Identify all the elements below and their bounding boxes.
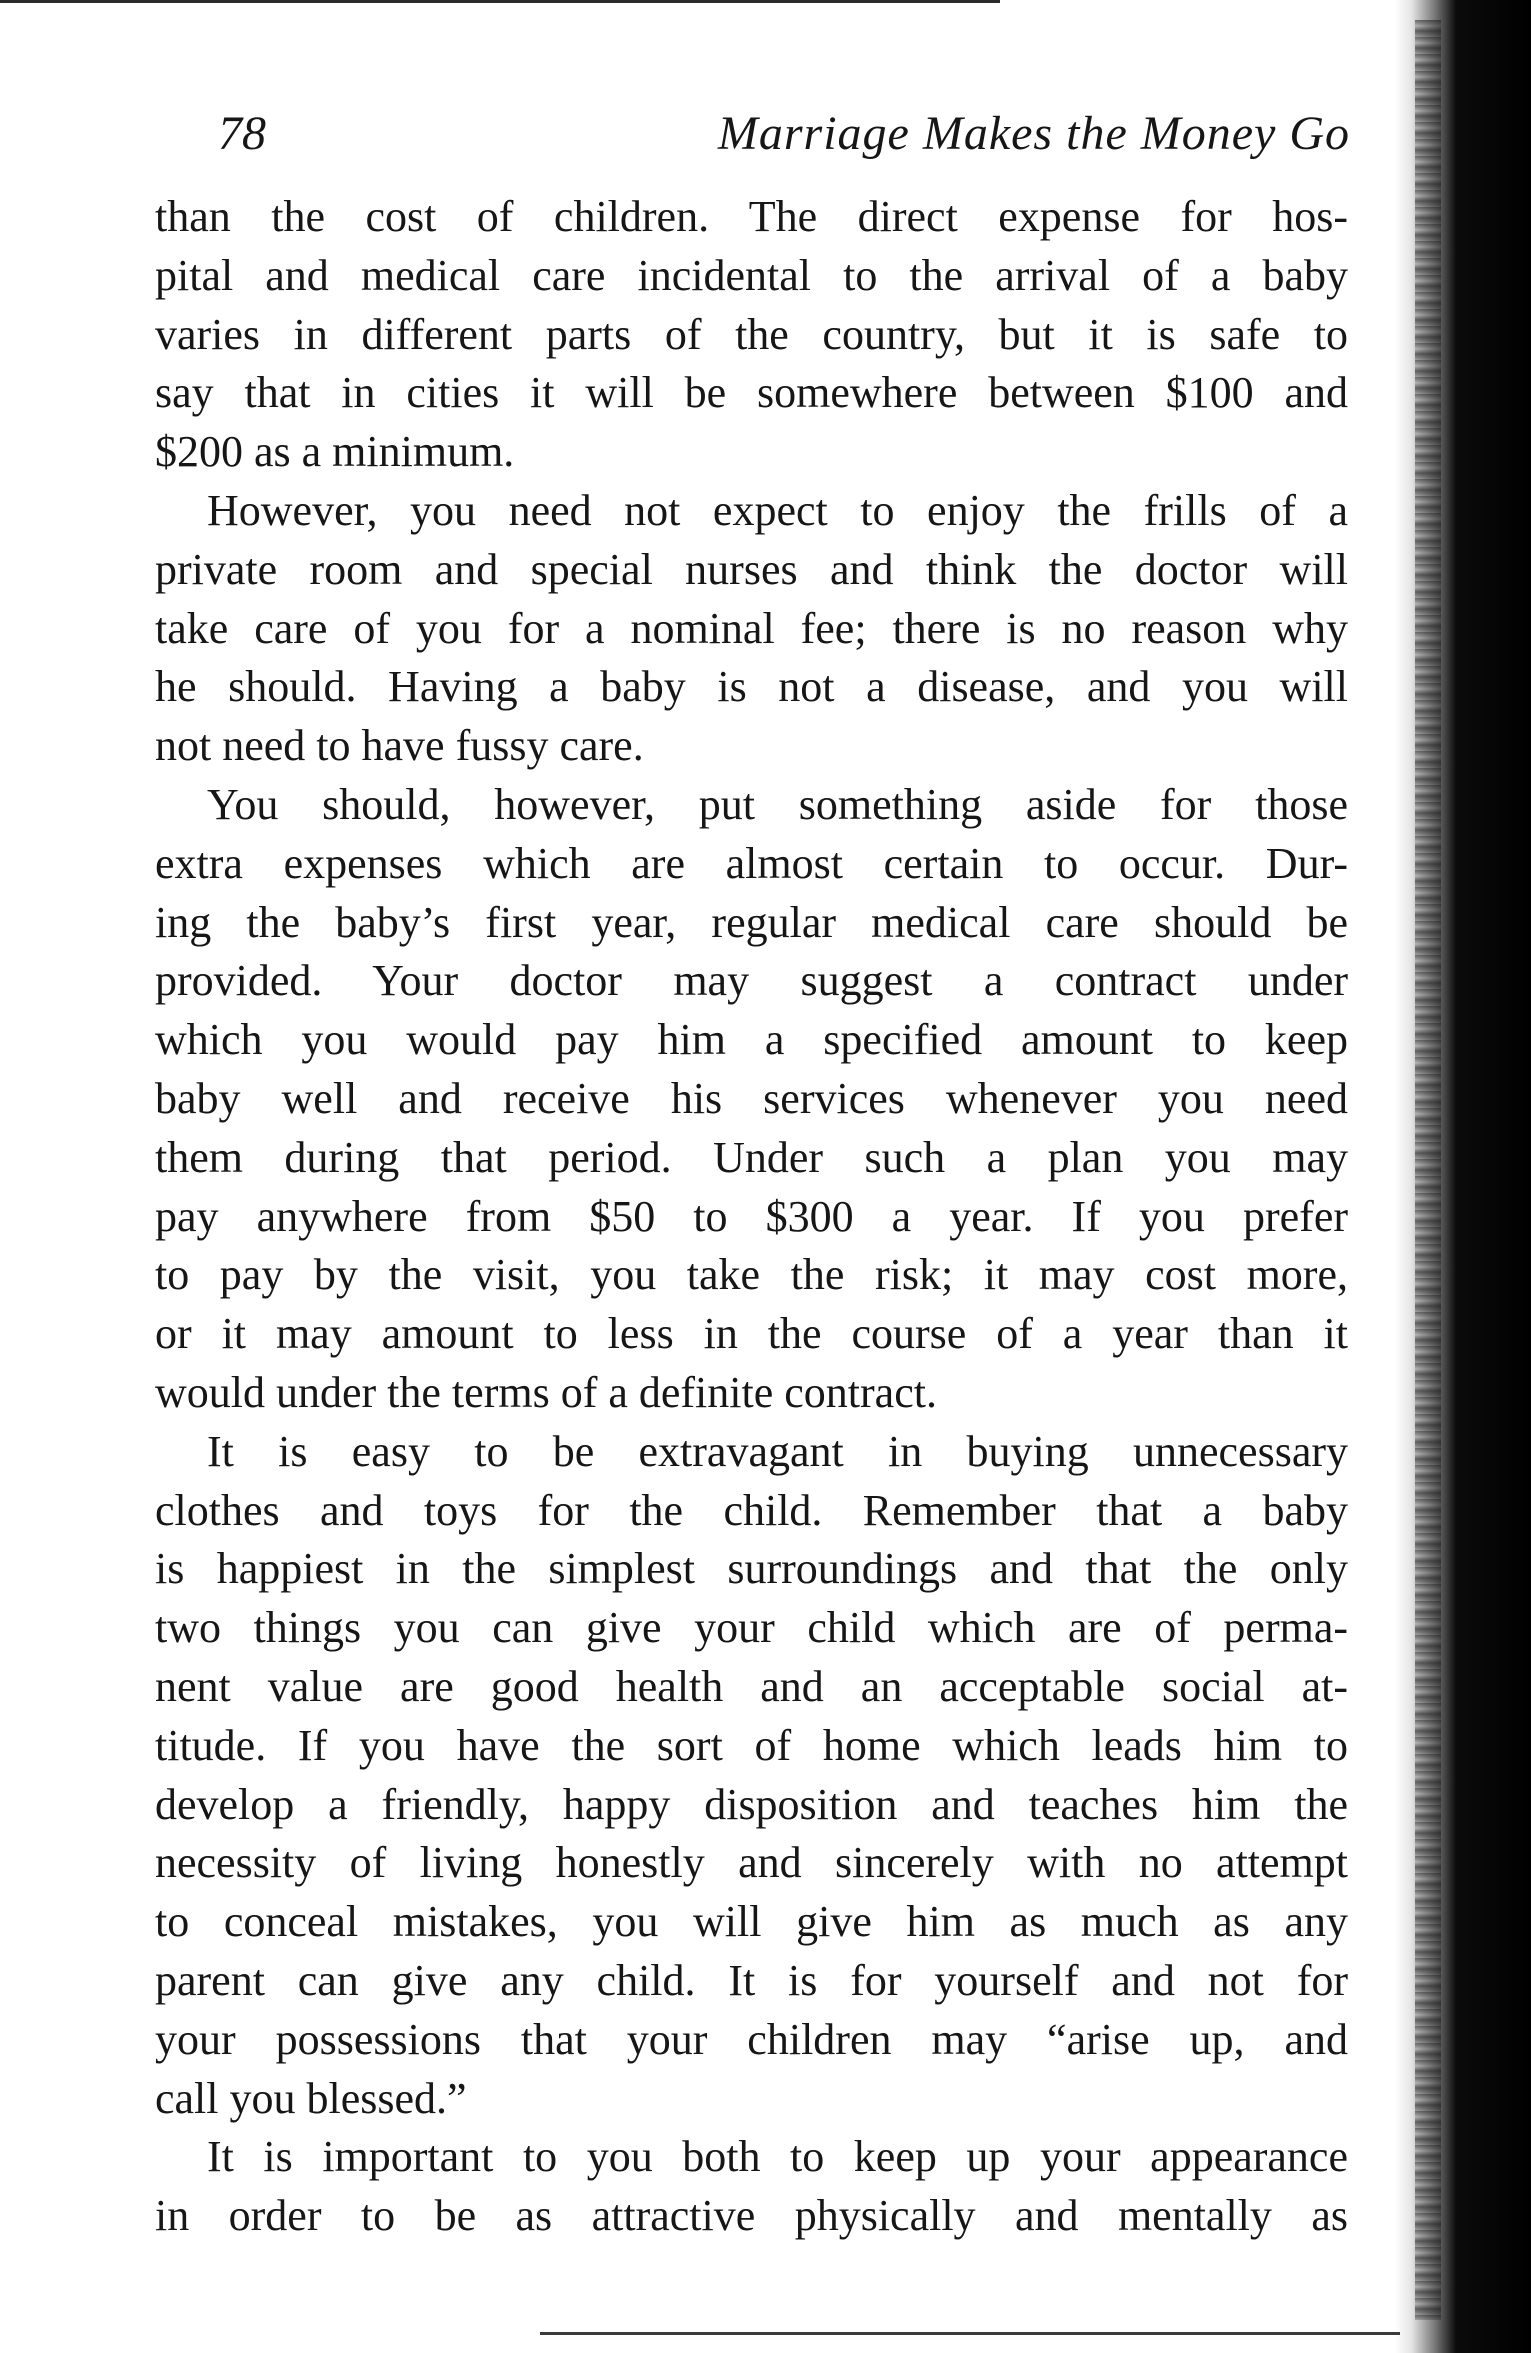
text-line: he should. Having a baby is not a disease, and you will <box>155 662 1348 712</box>
text-line: provided. Your doctor may suggest a contract under <box>155 956 1348 1006</box>
text-line: would under the terms of a definite contract. <box>155 1367 937 1417</box>
paragraph <box>155 776 1348 1423</box>
text-line: private room and special nurses and think the doctor will <box>155 544 1348 594</box>
text-line: which you would pay him a specified amount to keep <box>155 1015 1348 1065</box>
bottom-scan-rule <box>540 2332 1400 2335</box>
running-title: Marriage Makes the Money Go <box>717 107 1350 160</box>
text-line: develop a friendly, happy disposition and teaches him the <box>155 1779 1348 1829</box>
text-line: say that in cities it will be somewhere between $100 and <box>155 368 1348 418</box>
text-line: in order to be as attractive physically and mentally as <box>155 2191 1348 2241</box>
paragraph <box>155 482 1348 776</box>
text-line: your possessions that your children may “arise up, and <box>155 2014 1348 2064</box>
text-line: than the cost of children. The direct expense for hos- <box>155 192 1348 241</box>
text-line: to conceal mistakes, you will give him as much as any <box>155 1897 1348 1947</box>
text-line: ing the baby’s first year, regular medical care should be <box>155 897 1348 947</box>
text-line: It is easy to be extravagant in buying unnecessary <box>207 1426 1348 1476</box>
text-line: is happiest in the simplest surroundings and that the only <box>155 1544 1348 1594</box>
page-number: 78 <box>218 107 266 160</box>
text-line: clothes and toys for the child. Remember that a baby <box>155 1485 1348 1535</box>
paragraph <box>155 2128 1348 2246</box>
paragraph <box>155 188 1348 482</box>
text-line: nent value are good health and an acceptable social at- <box>155 1661 1348 1711</box>
text-line: call you blessed.” <box>155 2073 467 2123</box>
text-line: take care of you for a nominal fee; there is no reason why <box>155 603 1348 653</box>
text-line: pital and medical care incidental to the arrival of a baby <box>155 250 1348 300</box>
text-line: $200 as a minimum. <box>155 427 515 477</box>
paragraph <box>155 1423 1348 2129</box>
text-line: parent can give any child. It is for yourself and not for <box>155 1955 1348 2005</box>
text-line: extra expenses which are almost certain to occur. Dur- <box>155 838 1348 888</box>
text-line: two things you can give your child which are of perma- <box>155 1603 1348 1653</box>
text-line: varies in different parts of the country, but it is safe to <box>155 309 1348 359</box>
body-text <box>155 188 1348 2246</box>
text-line: them during that period. Under such a plan you may <box>155 1132 1348 1182</box>
running-head <box>150 104 1350 164</box>
text-line: necessity of living honestly and sincerely with no attempt <box>155 1838 1348 1888</box>
top-scan-rule <box>0 0 1000 3</box>
text-line: not need to have fussy care. <box>155 721 644 771</box>
text-line: You should, however, put something aside for those <box>207 779 1348 829</box>
text-line: It is important to you both to keep up your appearance <box>207 2132 1348 2182</box>
text-line: However, you need not expect to enjoy the frills of a <box>207 485 1348 535</box>
text-line: or it may amount to less in the course of a year than it <box>155 1309 1348 1359</box>
text-line: baby well and receive his services whenever you need <box>155 1073 1348 1123</box>
text-line: titude. If you have the sort of home which leads him to <box>155 1720 1348 1770</box>
binding-edge <box>1415 20 1441 2320</box>
text-line: to pay by the visit, you take the risk; it may cost more, <box>155 1250 1348 1300</box>
text-line: pay anywhere from $50 to $300 a year. If you prefer <box>155 1191 1348 1241</box>
